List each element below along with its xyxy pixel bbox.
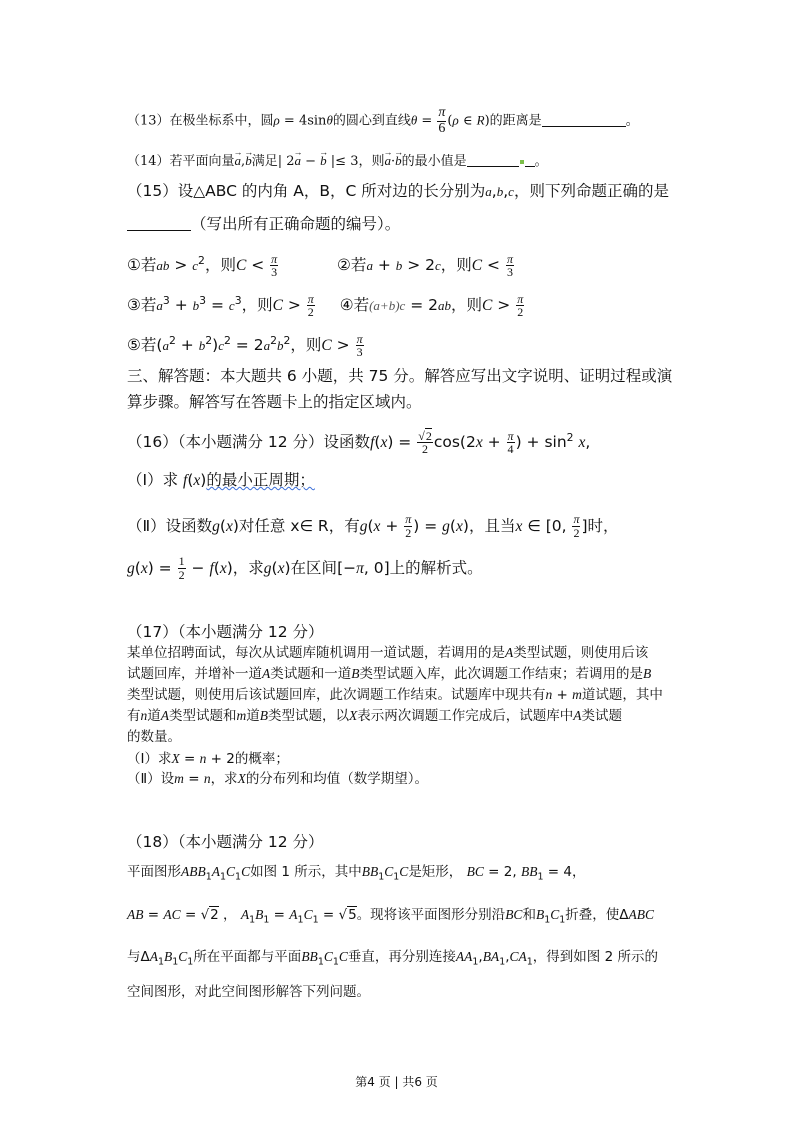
question-15-line-2 (127, 214, 400, 234)
option-2-then: ，则 (440, 256, 472, 275)
q17-l4d: 道 (246, 708, 260, 724)
q16-part-2-line-2: g(x) = $\frac{1}{2}$ − f(x)，求g(x)在区间[−π, 0]上的解析式。 (127, 554, 483, 582)
q16-line-4-mid-2: 在区间 (290, 559, 338, 577)
q17-l2c: 类型试题入库，此次调题工作结束；若调用的是 (359, 666, 643, 682)
q18-l4: 空间图形，对此空间图形解答下列问题。 (127, 984, 370, 1000)
q17-p1b: 的概率； (234, 751, 289, 767)
option-1-then: ，则 (204, 256, 236, 275)
q17-header: （17）（本小题满分 12 分） (127, 623, 324, 641)
question-18-header (127, 832, 324, 852)
q17-l1b: 类型试题，则使用后该 (513, 645, 649, 661)
section-3-intro (127, 366, 672, 386)
fraction: $\frac{\pi}{6}$ (438, 105, 446, 136)
question-13: （13）在极坐标系中，圆ρ = 4sinθ的圆心到直线θ = $\frac{\pi}{6}$ (ρ ∈ R)的距离是 。 (127, 105, 639, 136)
q15-text-2: ，则下列命题正确的是 (513, 182, 669, 200)
q17-p2: （Ⅱ）设 (127, 771, 175, 787)
q16-part-1-suffix: 的最小正周期； (206, 471, 315, 489)
q16-header: （16）（本小题满分 12 分）设函数 (127, 433, 371, 452)
q17-l5: 的数量。 (127, 729, 181, 745)
q18-l2c: 和 (522, 907, 536, 923)
q17-l4c: 类型试题和 (169, 708, 237, 724)
option-5-prefix: ⑤若 (127, 336, 157, 355)
q16-part-2: （Ⅱ）设函数g(x)对任意 x∈ R，有g(x + $\frac{\pi}{2}$ ) = g(x)，且当x ∈ [0, $\frac{\pi}{2}$ ]时， (127, 512, 619, 540)
question-15: （15）设△ABC 的内角 A，B，C 所对边的长分别为a,b,c，则下列命题正确的是 (127, 182, 669, 200)
q18-l2b: 。现将该平面图形分别沿 (356, 907, 506, 923)
q17-line-2: 试题回库，并增补一道A类试题和一道B类型试题入库，此次调题工作结束；若调用的是B (127, 666, 652, 682)
q17-l4b: 道 (147, 708, 161, 724)
q18-header: （18）（本小题满分 12 分） (127, 833, 324, 851)
q16-part-2-mid-2: ，且当 (468, 517, 516, 535)
q18-line-4 (127, 982, 370, 1002)
q17-line-3: 类型试题，则使用后该试题回库，此次调题工作结束。试题库中现共有n + m道试题，其中 (127, 687, 663, 703)
question-14: （14）若平面向量→ a,→ b满足| 2→ a − → b |≤ 3，则→ a·→ b的最小值是 。 (127, 151, 548, 172)
q15-option-4: ④若(a+b)c = 2ab，则C > $\frac{\pi}{2}$ (339, 291, 524, 320)
q18-l3d: ，得到如图 2 所示的 (532, 949, 658, 965)
q15-options-row-3 (127, 324, 365, 358)
q17-p1: （Ⅰ）求 (127, 751, 172, 767)
page-number: 第4 页 | 共6 页 (355, 1075, 438, 1089)
q17-line-1: 某单位招聘面试，每次从试题库随机调用一道试题，若调用的是A类型试题，则使用后该 (127, 645, 649, 661)
question-16: （16）（本小题满分 12 分）设函数f(x) = $\frac{√2}{2}$ cos(2x + $\frac{\pi}{4}$ ) + $\sin^2 x$, (127, 428, 591, 457)
q18-l1b: 如图 1 所示，其中 (250, 864, 362, 880)
q17-l4: 有 (127, 708, 141, 724)
q17-p2b: ，求 (210, 771, 238, 787)
q17-line-4: 有n道A类型试题和m道B类型试题，以X表示两次调题工作完成后，试题库中A类试题 (127, 708, 622, 724)
option-2-prefix: ②若 (337, 256, 367, 275)
q17-l4f: 表示两次调题工作完成后，试题库中 (357, 708, 574, 724)
option-1-prefix: ①若 (127, 256, 157, 275)
q18-line-2: AB = AC = √2 ， $A_1B_1 = A_1C_1 = √5$。现将该平面图形分别沿BC和$B_1C_1$折叠，使ΔABC (127, 907, 654, 926)
option-4-then: ，则 (451, 296, 483, 315)
q15-options-row-1 (127, 244, 515, 278)
q18-line-3: 与$\Delta A_1B_1C_1$所在平面都与平面$BB_1C_1C$垂直，再分别连接$AA_1,BA_1,CA_1$，得到如图 2 所示的 (127, 949, 658, 968)
q18-l1c: 是矩形， (408, 864, 463, 880)
q16-part-2-mid: 对任意 x∈ R，有 (238, 517, 360, 535)
q15-option-3: ③若$a^3 + b^3 = c^3$，则C > $\frac{\pi}{2}$ (127, 291, 314, 320)
page-footer (0, 1073, 793, 1090)
q15-text: （15）设△ABC 的内角 A，B，C 所对边的长分别为 (127, 182, 486, 200)
q16-part-1-prefix: （Ⅰ）求 (127, 471, 179, 489)
q17-l4g: 类试题 (581, 708, 622, 724)
q17-l2b: 类试题和一道 (270, 666, 352, 682)
q17-l3: 类型试题，则使用后该试题回库，此次调题工作结束。试题库中现共有 (127, 687, 546, 703)
answer-blank (542, 112, 626, 127)
q18-line-1: 平面图形$ABB_1A_1C_1C$如图 1 所示，其中$BB_1C_1C$是矩形， BC = 2, $BB_1 = 4$， (127, 864, 586, 883)
q14-text: （14）若平面向量 (127, 154, 235, 169)
q17-part-1: （Ⅰ）求X = n + 2的概率； (127, 751, 289, 767)
q16-part-2-end: 时， (587, 517, 619, 535)
q17-part-2: （Ⅱ）设m = n，求X的分布列和均值（数学期望）。 (127, 771, 429, 787)
q14-end: 。 (534, 154, 548, 169)
answer-blank (467, 152, 519, 167)
q15-option-5: ⑤若$(a^2 + b^2)c^2 = 2a^2b^2$，则C > $\frac{\pi}{3}$ (127, 331, 363, 360)
q17-line-5 (127, 727, 181, 747)
q18-l3c: 垂直，再分别连接 (347, 949, 456, 965)
q13-text-2: 的圆心到直线 (332, 113, 411, 129)
q18-l3b: 所在平面都与平面 (193, 949, 302, 965)
q17-p2c: 的分布列和均值（数学期望）。 (245, 771, 429, 787)
q18-l1: 平面图形 (127, 864, 181, 880)
option-5-then: ，则 (290, 336, 322, 355)
section-3-line-1: 三、解答题：本大题共 6 小题，共 75 分。解答应写出文字说明、证明过程或演 (127, 367, 673, 385)
q15-option-2: ②若a + b > 2c，则C < $\frac{\pi}{3}$ (337, 251, 513, 280)
q18-l2d: 折叠，使 (565, 907, 620, 923)
q18-l3: 与 (127, 949, 141, 965)
q13-text: （13）在极坐标系中，圆 (127, 113, 274, 129)
q14-text-3: ，则 (358, 154, 385, 169)
q17-l1: 某单位招聘面试，每次从试题库随机调用一道试题，若调用的是 (127, 645, 505, 661)
q13-text-3: 的距离是 (489, 113, 542, 129)
q15-text-3: （写出所有正确命题的编号）。 (191, 215, 401, 233)
q17-l4e: 类型试题，以 (268, 708, 349, 724)
q17-l3b: 道试题，其中 (581, 687, 663, 703)
q15-option-1: ①若ab > $c^2$，则C < $\frac{\pi}{3}$ (127, 251, 278, 280)
answer-blank (127, 216, 191, 231)
q13-end: 。 (625, 113, 639, 129)
q16-part-2-prefix: （Ⅱ）设函数 (127, 517, 213, 535)
q16-line-4-mid: ，求 (232, 559, 264, 577)
section-3-intro-2 (127, 392, 422, 412)
option-3-then: ，则 (241, 296, 273, 315)
q15-options-row-2 (127, 284, 525, 318)
section-3-line-2: 算步骤。解答写在答题卡上的指定区域内。 (127, 393, 422, 411)
option-4-prefix: ④若 (339, 296, 370, 315)
q16-part-1: （Ⅰ）求 f(x)的最小正周期； (127, 471, 315, 489)
q17-l2: 试题回库，并增补一道 (127, 666, 262, 682)
question-17-header (127, 622, 324, 642)
option-3-prefix: ③若 (127, 296, 157, 315)
answer-blank-2 (525, 152, 535, 167)
q14-text-2: 满足 (251, 154, 278, 169)
q16-line-4-end: 上的解析式。 (389, 559, 483, 577)
q14-text-4: 的最小值是 (401, 154, 467, 169)
